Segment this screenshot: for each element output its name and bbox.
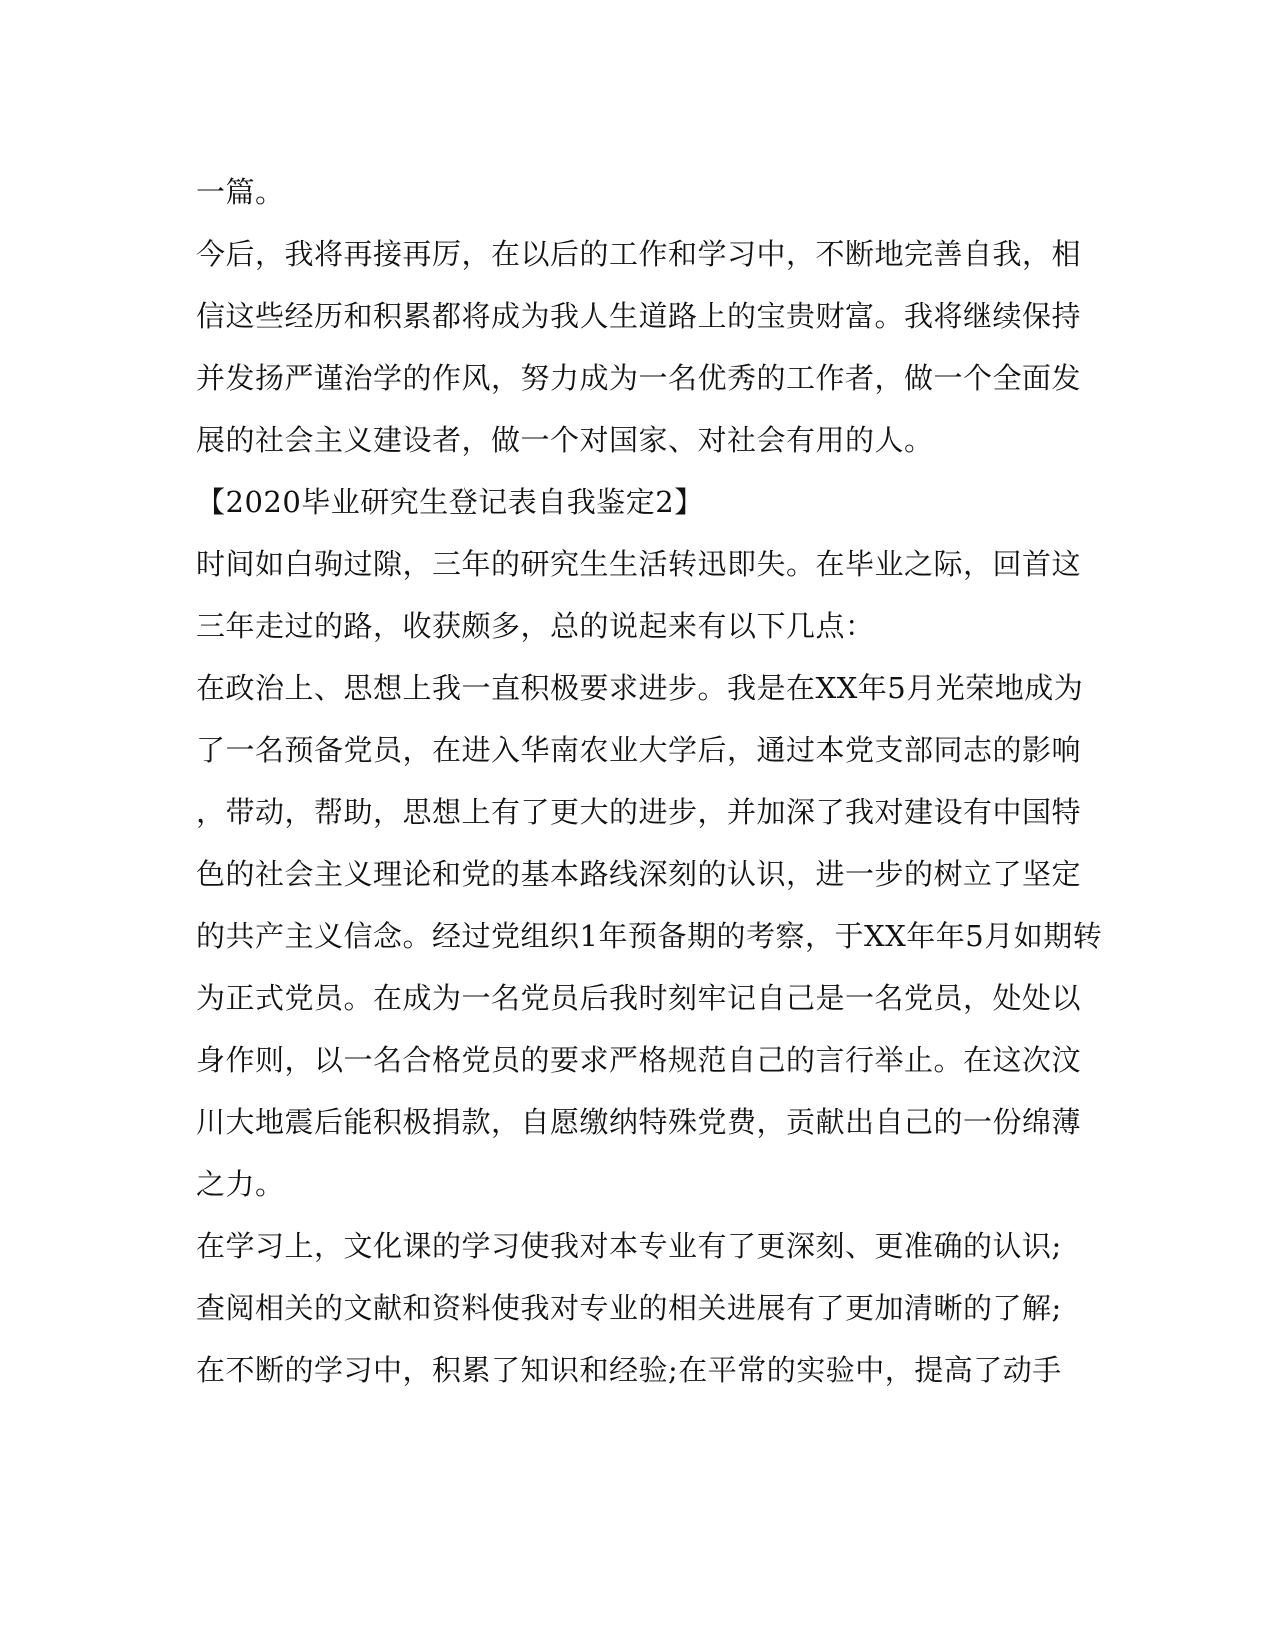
text-line: 色的社会主义理论和党的基本路线深刻的认识，进一步的树立了坚定 [196,857,1082,891]
text-line: 三年走过的路，收获颇多，总的说起来有以下几点： [196,609,875,643]
text-line: 信这些经历和积累都将成为我人生道路上的宝贵财富。我将继续保持 [196,299,1082,333]
text-line: 查阅相关的文献和资料使我对专业的相关进展有了更加清晰的了解; [196,1291,1062,1325]
text-line: 在学习上，文化课的学习使我对本专业有了更深刻、更准确的认识; [196,1229,1062,1263]
text-line: 在政治上、思想上我一直积极要求进步。我是在XX年5月光荣地成为 [196,671,1084,705]
text-line: 为正式党员。在成为一名党员后我时刻牢记自己是一名党员，处处以 [196,981,1082,1015]
text-line: 并发扬严谨治学的作风，努力成为一名优秀的工作者，做一个全面发 [196,361,1082,395]
text-line: ，带动，帮助，思想上有了更大的进步，并加深了我对建设有中国特 [196,795,1082,829]
text-line: 川大地震后能积极捐款，自愿缴纳特殊党费，贡献出自己的一份绵薄 [196,1105,1082,1139]
text-line: 一篇。 [196,175,285,209]
text-line: 之力。 [196,1167,285,1201]
text-line: 的共产主义信念。经过党组织1年预备期的考察，于XX年年5月如期转 [196,919,1103,953]
text-line: 了一名预备党员，在进入华南农业大学后，通过本党支部同志的影响 [196,733,1082,767]
text-line: 时间如白驹过隙，三年的研究生生活转迅即失。在毕业之际，回首这 [196,547,1082,581]
text-line: 今后，我将再接再厉，在以后的工作和学习中，不断地完善自我，相 [196,237,1082,271]
text-line: 展的社会主义建设者，做一个对国家、对社会有用的人。 [196,423,934,457]
text-line: 身作则，以一名合格党员的要求严格规范自己的言行举止。在这次汶 [196,1043,1082,1077]
section-heading: 【2020毕业研究生登记表自我鉴定2】 [196,485,704,519]
text-line: 在不断的学习中，积累了知识和经验;在平常的实验中，提高了动手 [196,1353,1062,1387]
